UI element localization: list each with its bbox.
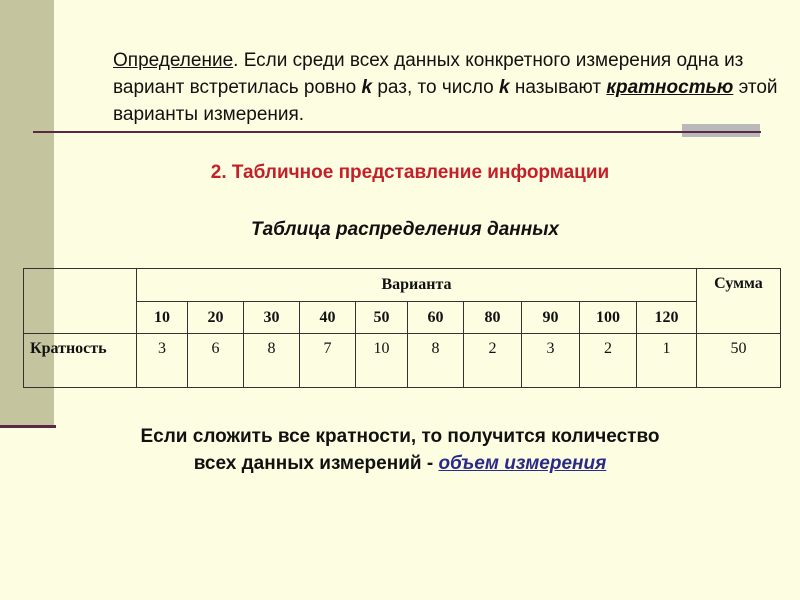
multiplicity-cell: 1 xyxy=(637,334,697,388)
distribution-table xyxy=(23,268,781,388)
variant-cell: 90 xyxy=(522,302,580,334)
variant-cell: 100 xyxy=(580,302,637,334)
definition-part-4: этой варианты измерения. xyxy=(113,77,778,125)
multiplicity-cell: 8 xyxy=(408,334,464,388)
multiplicity-cell: 2 xyxy=(580,334,637,388)
definition-part-3: называют xyxy=(509,77,607,98)
variant-header: Варианта xyxy=(137,269,697,302)
definition-part-1: . Если среди всех данных конкретного измерения одна из вариант встретилась ровно xyxy=(113,50,744,98)
definition-text xyxy=(113,47,783,128)
table-corner-cell xyxy=(24,269,137,334)
conclusion-line-2 xyxy=(0,450,800,477)
sum-header: Сумма xyxy=(697,269,781,334)
multiplicity-cell: 3 xyxy=(522,334,580,388)
definition-term: Определение xyxy=(113,50,234,71)
variant-cell: 50 xyxy=(356,302,408,334)
multiplicity-cell: 6 xyxy=(188,334,244,388)
section-heading: 2. Табличное представление информации xyxy=(210,162,610,183)
definition-keyword: кратностью xyxy=(606,77,734,98)
variant-cell: 30 xyxy=(244,302,300,334)
conclusion-line-1: Если сложить все кратности, то получится количество xyxy=(140,426,660,447)
conclusion-emphasis: объем измерения xyxy=(438,453,607,474)
definition-k-1: k xyxy=(361,77,373,98)
sum-value: 50 xyxy=(697,334,781,388)
table-caption: Таблица распределения данных xyxy=(250,219,560,240)
variant-cell: 40 xyxy=(300,302,356,334)
definition-k-2: k xyxy=(499,77,510,98)
variant-cell: 20 xyxy=(188,302,244,334)
variant-cell: 120 xyxy=(637,302,697,334)
variant-cell: 60 xyxy=(408,302,464,334)
multiplicity-cell: 7 xyxy=(300,334,356,388)
multiplicity-cell: 2 xyxy=(464,334,522,388)
table-header-row xyxy=(24,269,781,302)
multiplicity-cell: 10 xyxy=(356,334,408,388)
variant-values-row xyxy=(24,302,781,334)
multiplicity-cell: 3 xyxy=(137,334,188,388)
multiplicity-label: Кратность xyxy=(24,334,137,388)
multiplicity-row xyxy=(24,334,781,388)
definition-part-2: раз, то число xyxy=(372,77,500,98)
conclusion-text xyxy=(0,423,800,477)
conclusion-line-2-prefix: всех данных измерений - xyxy=(193,453,439,474)
top-divider xyxy=(33,131,761,133)
multiplicity-cell: 8 xyxy=(244,334,300,388)
variant-cell: 80 xyxy=(464,302,522,334)
variant-cell: 10 xyxy=(137,302,188,334)
